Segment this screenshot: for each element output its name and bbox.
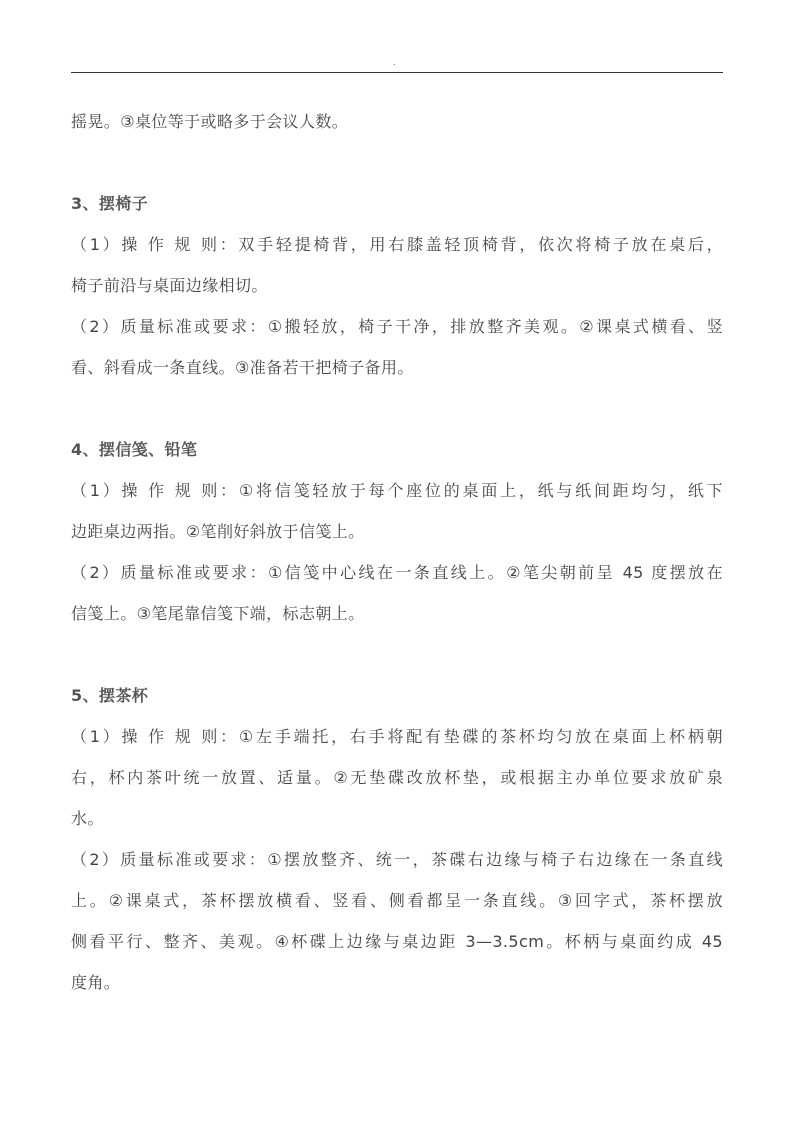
paragraph-line: （1）操 作 规 则：双手轻提椅背，用右膝盖轻顶椅背，依次将椅子放在桌后， [71,235,723,254]
spacer [71,388,723,429]
paragraph-line: （2）质量标准或要求：①摆放整齐、统一，茶碟右边缘与椅子右边缘在一条直线 [71,850,723,869]
header-rule [71,72,723,73]
paragraph-line: （1）操 作 规 则：①将信笺轻放于每个座位的桌面上，纸与纸间距均匀，纸下 [71,481,723,500]
paragraph-line: （1）操 作 规 则：①左手端托，右手将配有垫碟的茶杯均匀放在桌面上杯柄朝 [71,727,723,746]
section-heading: 5、摆茶杯 [71,686,149,705]
paragraph-line: 右，杯内茶叶统一放置、适量。②无垫碟改放杯垫，或根据主办单位要求放矿泉 [71,768,723,787]
spacer [71,634,723,675]
paragraph-line: （2）质量标准或要求：①搬轻放，椅子干净，排放整齐美观。②课桌式横看、竖 [71,317,723,336]
paragraph-line: 摇晃。③桌位等于或略多于会议人数。 [71,112,349,131]
paragraph-line: 水。 [71,809,104,828]
paragraph-line: 度角。 [71,973,121,992]
paragraph-line: 看、斜看成一条直线。③准备若干把椅子备用。 [71,358,414,377]
document-body [71,101,723,1003]
section-heading: 4、摆信笺、铅笔 [71,440,198,459]
paragraph-line: （2）质量标准或要求：①信笺中心线在一条直线上。②笔尖朝前呈 45 度摆放在 [71,563,723,582]
section-heading: 3、摆椅子 [71,194,149,213]
header-mark: . [393,58,396,67]
paragraph-line: 椅子前沿与桌面边缘相切。 [71,276,268,295]
paragraph-line: 边距桌边两指。②笔削好斜放于信笺上。 [71,522,365,541]
paragraph-line: 信笺上。③笔尾靠信笺下端，标志朝上。 [71,604,365,623]
paragraph-line: 侧看平行、整齐、美观。④杯碟上边缘与桌边距 3—3.5cm。杯柄与桌面约成 45 [71,932,723,951]
paragraph-line: 上。②课桌式，茶杯摆放横看、竖看、侧看都呈一条直线。③回字式，茶杯摆放 [71,891,723,910]
spacer [71,142,723,183]
